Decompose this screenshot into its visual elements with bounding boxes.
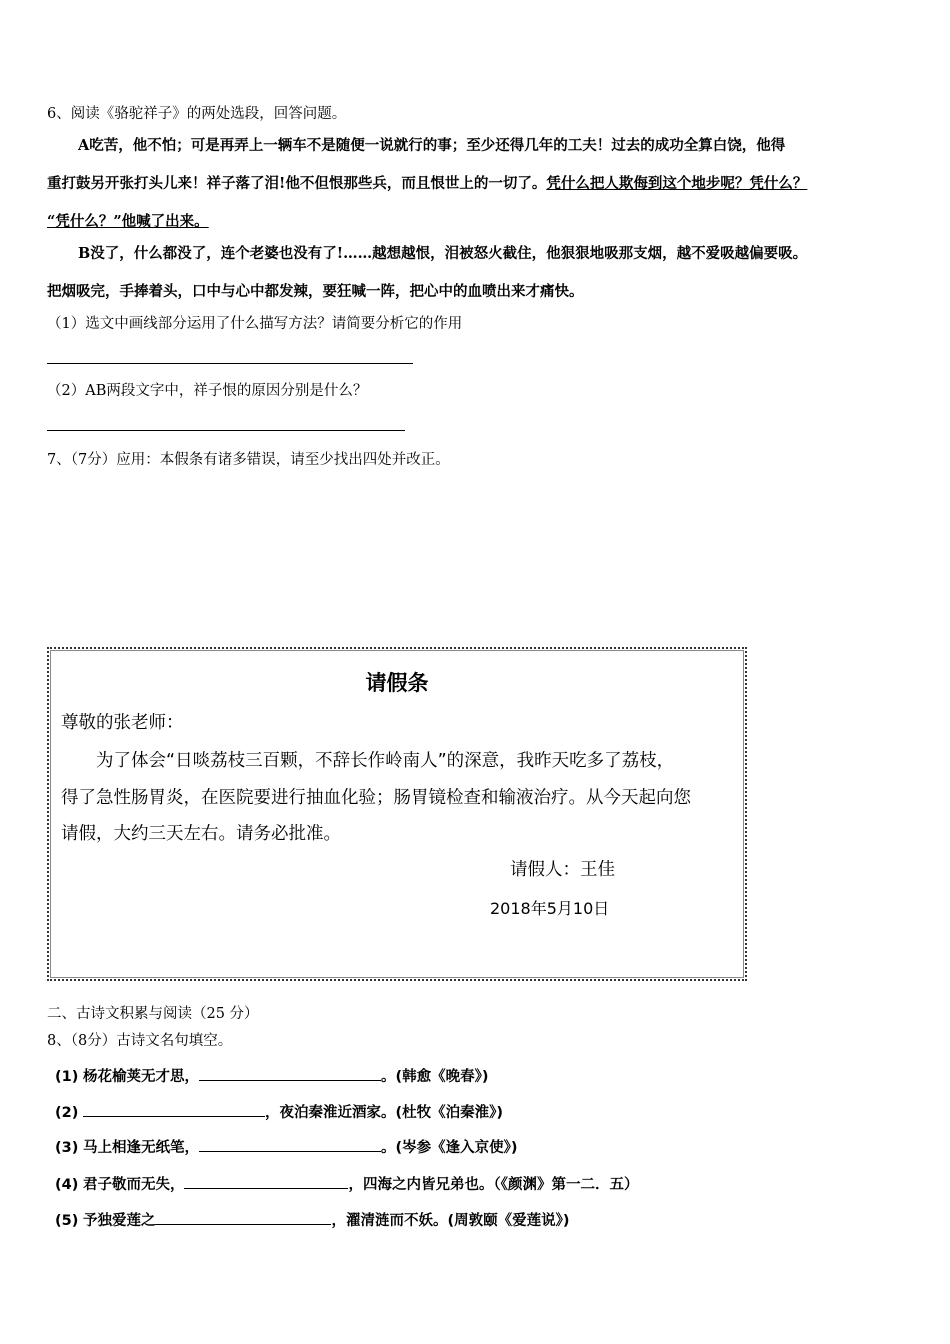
q6-heading: 6、阅读《骆驼祥子》的两处选段，回答问题。 xyxy=(47,106,347,122)
q8-item-1-number: (1) xyxy=(55,1069,79,1085)
leave-note-signer: 请假人：王佳 xyxy=(510,860,615,880)
q8-heading: 8、（8分）古诗文名句填空。 xyxy=(47,1033,233,1049)
q6-passage-a-line2 xyxy=(47,174,807,194)
q8-item-2-number: (2) xyxy=(55,1105,79,1121)
q8-item-1-blank[interactable] xyxy=(199,1066,381,1081)
q8-item-5-blank[interactable] xyxy=(155,1210,331,1225)
q8-item-2-blank[interactable] xyxy=(83,1102,265,1117)
q8-item-2-after: ，夜泊秦淮近酒家。(杜牧《泊秦淮》) xyxy=(264,1105,503,1121)
q7-heading: 7、（7分）应用：本假条有诸多错误，请至少找出四处并改正。 xyxy=(47,452,450,468)
leave-note-body-line3: 请假，大约三天左右。请务必批准。 xyxy=(61,824,341,844)
q8-item-4-number: (4) xyxy=(55,1177,79,1193)
q8-item-4 xyxy=(55,1174,638,1195)
q6-answer-line-1[interactable] xyxy=(47,363,413,364)
q6-sub-question-1: （1）选文中画线部分运用了什么描写方法？请简要分析它的作用 xyxy=(47,316,463,332)
q8-item-1-after: 。(韩愈《晚春》) xyxy=(380,1069,489,1085)
q6-answer-line-2[interactable] xyxy=(47,430,405,431)
q6-passage-a-underlined-1: 凭什么把人欺侮到这个地步呢？凭什么？ xyxy=(546,175,808,192)
q8-item-2 xyxy=(55,1102,503,1123)
q8-item-5-before: 予独爱莲之 xyxy=(82,1213,156,1229)
q8-item-3-after: 。(岑参《逢入京使》) xyxy=(380,1140,518,1156)
q8-item-5 xyxy=(55,1210,569,1231)
q8-item-1 xyxy=(55,1066,488,1087)
q8-item-4-before: 君子敬而无失， xyxy=(82,1177,185,1193)
leave-note-salutation: 尊敬的张老师： xyxy=(61,713,184,733)
leave-note-box xyxy=(47,647,747,981)
q6-passage-a-line2-plain: 重打鼓另开张打头儿来！祥子落了泪!他不但恨那些兵，而且恨世上的一切了。 xyxy=(47,175,547,192)
q8-item-3-number: (3) xyxy=(55,1140,79,1156)
q6-passage-b-line2: 把烟吸完，手捧着头，口中与心中都发辣，要狂喊一阵，把心中的血喷出来才痛快。 xyxy=(47,283,584,300)
q8-item-3 xyxy=(55,1137,517,1158)
q6-sub-question-2: （2）AB两段文字中，祥子恨的原因分别是什么？ xyxy=(47,383,368,399)
q8-item-3-before: 马上相逢无纸笔， xyxy=(82,1140,199,1156)
leave-note-body-line1: 为了体会“日啖荔枝三百颗，不辞长作岭南人”的深意，我昨天吃多了荔枝， xyxy=(96,751,675,771)
q6-passage-a-line1: A吃苦，他不怕；可是再弄上一辆车不是随便一说就行的事；至少还得几年的工夫！过去的成功全算白饶，他得 xyxy=(78,137,786,154)
q8-item-4-after: ，四海之内皆兄弟也。（《颜渊》第一二．五） xyxy=(348,1177,639,1193)
q8-item-5-after: ，濯清涟而不妖。(周敦颐《爱莲说》) xyxy=(331,1213,570,1229)
q6-passage-b-line1: B没了，什么都没了，连个老婆也没有了!……越想越恨，泪被怒火截住，他狠狠地吸那支烟，越不爱吸越偏要吸。 xyxy=(78,245,808,262)
q6-passage-a-underlined-2: “凭什么？”他喊了出来。 xyxy=(47,213,209,230)
section-2-heading: 二、古诗文积累与阅读（25 分） xyxy=(47,1006,259,1022)
leave-note-date: 2018年5月10日 xyxy=(490,899,610,918)
q8-item-5-number: (5) xyxy=(55,1213,79,1229)
q8-item-1-before: 杨花榆荚无才思， xyxy=(82,1069,199,1085)
leave-note-body-line2: 得了急性肠胃炎，在医院要进行抽血化验；肠胃镜检查和输液治疗。从今天起向您 xyxy=(61,788,691,808)
q8-item-4-blank[interactable] xyxy=(184,1174,348,1189)
q8-item-3-blank[interactable] xyxy=(199,1137,381,1152)
leave-note-title: 请假条 xyxy=(365,671,429,695)
